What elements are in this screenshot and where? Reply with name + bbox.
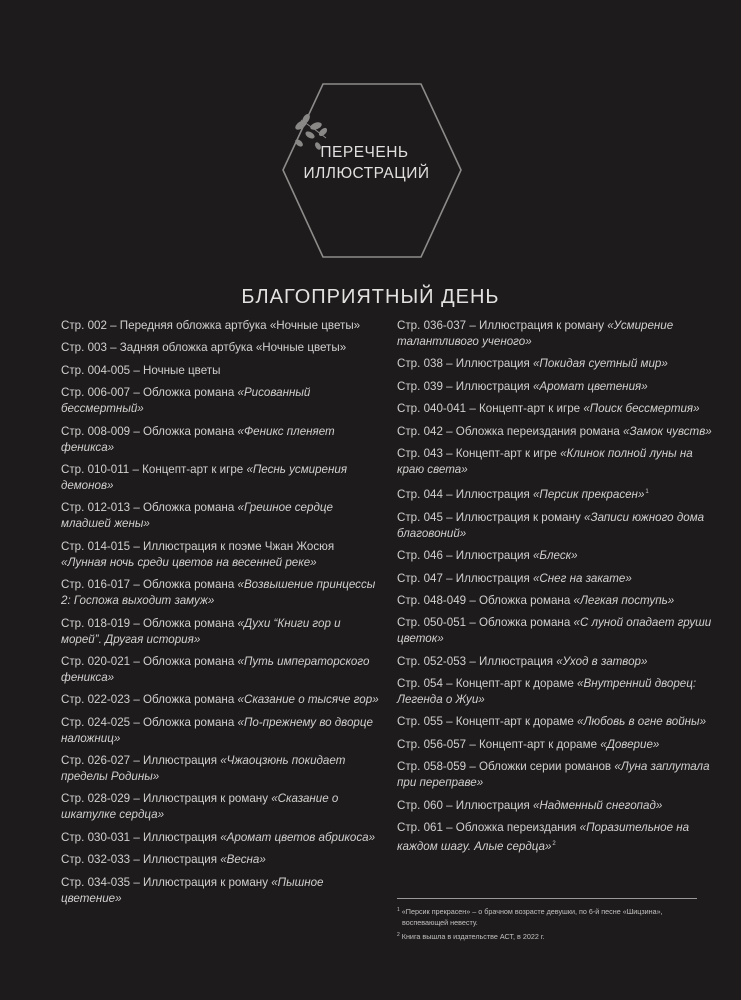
entry-page-description: Стр. 018-019 – Обложка романа — [61, 616, 238, 630]
list-title-line2: ИЛЛЮСТРАЦИЙ — [303, 165, 430, 182]
entry-page-description: Стр. 048-049 – Обложка романа — [397, 593, 574, 607]
entry-page-description: Стр. 050-051 – Обложка романа — [397, 616, 574, 630]
list-item — [61, 424, 381, 456]
entry-work-title: «Поразительное на каждом шагу. Алые сердца» — [397, 821, 690, 854]
list-item — [397, 615, 717, 647]
entry-page-description: Стр. 004-005 – Ночные цветы — [61, 363, 221, 377]
footnote-divider — [397, 898, 697, 899]
list-item — [397, 714, 717, 730]
list-item — [61, 852, 381, 868]
footnotes — [397, 905, 697, 944]
list-title-line1: ПЕРЕЧЕНЬ — [320, 144, 409, 161]
list-item — [61, 654, 381, 686]
entry-work-title: «Возвышение принцессы 2: Госпожа выходит замуж» — [61, 578, 376, 608]
entry-page-description: Стр. 016-017 – Обложка романа — [61, 578, 238, 592]
entry-work-title: «Персик прекрасен» — [532, 488, 645, 502]
list-item — [397, 654, 717, 670]
entry-page-description: Стр. 010-011 – Концепт-арт к игре — [61, 462, 247, 476]
entry-work-title: «Пышное цветение» — [61, 875, 324, 905]
entry-work-title: «Аромат цветения» — [532, 379, 648, 393]
list-item — [61, 791, 381, 823]
list-item — [397, 593, 717, 609]
entry-page-description: Стр. 040-041 – Концепт-арт к игре — [397, 402, 584, 416]
entry-page-description: Стр. 008-009 – Обложка романа — [61, 424, 238, 438]
section-title: БЛАГОПРИЯТНЫЙ ДЕНЬ — [241, 286, 500, 308]
entry-page-description: Стр. 052-053 – Иллюстрация — [397, 654, 557, 668]
list-item — [61, 385, 381, 417]
list-item — [61, 340, 381, 356]
list-item — [397, 446, 717, 478]
footnote-item — [397, 930, 697, 942]
list-item — [397, 401, 717, 417]
list-item — [397, 798, 717, 814]
list-item — [61, 875, 381, 907]
entry-page-description: Стр. 055 – Концепт-арт к дораме — [397, 715, 578, 729]
entry-page-description: Стр. 002 – Передняя обложка артбука «Ночные цветы» — [61, 319, 361, 332]
entry-page-description: Стр. 039 – Иллюстрация — [397, 379, 533, 393]
entry-work-title: «Снег на закате» — [532, 571, 632, 585]
list-item — [397, 820, 717, 855]
entry-page-description: Стр. 044 – Иллюстрация — [397, 488, 533, 502]
illustrations-list-right — [397, 318, 717, 861]
list-item — [397, 676, 717, 708]
list-item — [61, 692, 381, 708]
list-item — [397, 510, 717, 542]
entry-work-title: «Записи южного дома благовоний» — [397, 510, 705, 540]
list-item — [397, 318, 717, 350]
entry-work-title: «Легкая поступь» — [573, 593, 675, 607]
footnote-number: 2 — [397, 932, 400, 938]
entry-page-description: Стр. 045 – Иллюстрация к роману — [397, 510, 585, 524]
entry-work-title: «Поиск бессмертия» — [583, 402, 700, 416]
entry-page-description: Стр. 032-033 – Иллюстрация — [61, 853, 221, 867]
list-item — [397, 484, 717, 503]
entry-work-title: «Уход в затвор» — [556, 654, 648, 668]
entry-page-description: Стр. 036-037 – Иллюстрация к роману — [397, 319, 608, 332]
entry-work-title: «Духи “Книги гор и морей”. Другая история» — [61, 616, 341, 646]
entry-work-title: «Замок чувств» — [623, 424, 712, 438]
entry-work-title: «Песнь усмирения демонов» — [61, 462, 348, 492]
entry-page-description: Стр. 054 – Концепт-арт к дораме — [397, 677, 578, 691]
list-item — [61, 462, 381, 494]
list-item — [61, 830, 381, 846]
entry-work-title: «Путь императорского феникса» — [61, 654, 370, 684]
entry-work-title: «Доверие» — [600, 737, 660, 751]
entry-page-description: Стр. 060 – Иллюстрация — [397, 798, 533, 812]
entry-work-title: «Надменный снегопад» — [532, 798, 663, 812]
entry-work-title: «Грешное сердце младшей жены» — [61, 501, 333, 531]
entry-work-title: «Весна» — [220, 853, 266, 867]
entry-work-title: «Лунная ночь среди цветов на весенней реке» — [61, 555, 317, 569]
entry-work-title: «Клинок полной луны на краю света» — [397, 446, 693, 476]
list-item — [397, 571, 717, 587]
footnote-marker: 2 — [552, 841, 556, 848]
entry-work-title: «Внутренний дворец: Легенда о Жуи» — [397, 677, 697, 707]
entry-work-title: «Феникс пленяет феникса» — [61, 424, 335, 454]
entry-work-title: «Сказание о тысяче гор» — [237, 693, 379, 707]
entry-work-title: «Покидая суетный мир» — [532, 357, 668, 371]
entry-page-description: Стр. 043 – Концепт-арт к игре — [397, 446, 561, 460]
list-item — [397, 356, 717, 372]
footnote-number: 1 — [397, 907, 400, 913]
entry-work-title: «Рисованный бессмертный» — [61, 386, 311, 416]
list-item — [61, 715, 381, 747]
entry-work-title: «Чжаоцзюнь покидает пределы Родины» — [61, 754, 346, 784]
footnote-marker: 1 — [645, 489, 649, 496]
entry-page-description: Стр. 020-021 – Обложка романа — [61, 654, 238, 668]
entry-page-description: Стр. 024-025 – Обложка романа — [61, 715, 238, 729]
entry-page-description: Стр. 047 – Иллюстрация — [397, 571, 533, 585]
illustrations-list-left — [61, 318, 381, 913]
entry-page-description: Стр. 014-015 – Иллюстрация к поэме Чжан Жосюя — [61, 539, 335, 553]
list-item — [61, 363, 381, 379]
hexagon-frame — [0, 0, 741, 270]
entry-work-title: «Блеск» — [532, 549, 578, 563]
entry-work-title: «По-прежнему во дворце наложниц» — [61, 715, 373, 745]
entry-page-description: Стр. 038 – Иллюстрация — [397, 357, 533, 371]
header-emblem — [0, 0, 741, 270]
list-item — [61, 539, 381, 571]
entry-work-title: «Усмирение талантливого ученого» — [397, 319, 674, 348]
list-item — [397, 548, 717, 564]
entry-work-title: «Аромат цветов абрикоса» — [220, 830, 376, 844]
list-item — [61, 616, 381, 648]
footnote-item — [397, 905, 697, 928]
entry-page-description: Стр. 034-035 – Иллюстрация к роману — [61, 875, 272, 889]
entry-work-title: «Луна заплутала при переправе» — [397, 760, 710, 790]
entry-page-description: Стр. 061 – Обложка переиздания — [397, 821, 580, 835]
entry-page-description: Стр. 030-031 – Иллюстрация — [61, 830, 221, 844]
entry-page-description: Стр. 006-007 – Обложка романа — [61, 386, 238, 400]
entry-work-title: «Сказание о шкатулке сердца» — [61, 792, 339, 822]
entry-page-description: Стр. 012-013 – Обложка романа — [61, 501, 238, 515]
list-item — [61, 577, 381, 609]
list-item — [61, 753, 381, 785]
entry-page-description: Стр. 042 – Обложка переиздания романа — [397, 424, 624, 438]
entry-page-description: Стр. 026-027 – Иллюстрация — [61, 754, 221, 768]
list-item — [397, 424, 717, 440]
entry-page-description: Стр. 058-059 – Обложки серии романов — [397, 760, 615, 774]
list-item — [61, 500, 381, 532]
list-item — [61, 318, 381, 334]
footnote-text: «Персик прекрасен» – о брачном возрасте девушки, по 6-й песне «Шицзина», воспевающей невесту. — [401, 907, 663, 927]
entry-page-description: Стр. 003 – Задняя обложка артбука «Ночные цветы» — [61, 341, 347, 355]
entry-work-title: «С луной опадает груши цветок» — [397, 616, 712, 646]
list-item — [397, 737, 717, 753]
list-item — [397, 379, 717, 395]
footnote-text: Книга вышла в издательстве АСТ, в 2022 г. — [401, 932, 545, 941]
entry-page-description: Стр. 028-029 – Иллюстрация к роману — [61, 792, 272, 806]
list-item — [397, 759, 717, 791]
entry-page-description: Стр. 046 – Иллюстрация — [397, 549, 533, 563]
entry-work-title: «Любовь в огне войны» — [577, 715, 707, 729]
entry-page-description: Стр. 056-057 – Концепт-арт к дораме — [397, 737, 601, 751]
entry-page-description: Стр. 022-023 – Обложка романа — [61, 693, 238, 707]
